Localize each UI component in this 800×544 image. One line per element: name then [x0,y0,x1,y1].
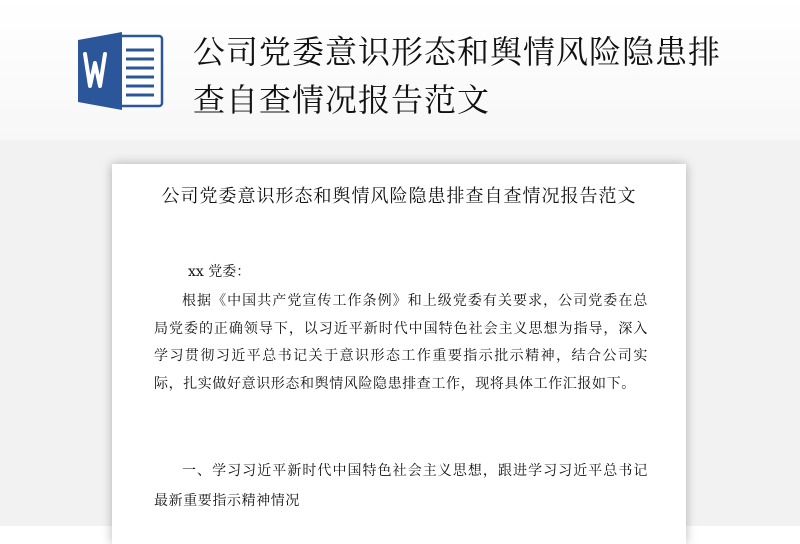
word-icon [76,30,166,112]
document-page [112,164,686,544]
document-paragraph: 根据《中国共产党宣传工作条例》和上级党委有关要求，公司党委在总局党委的正确领导下，以习近平新时代中国特色社会主义思想为指导，深入学习贯彻习近平总书记关于意识形态工作重要指示批示精神，结合公司实际，扎实做好意识形态和舆情风险隐患排查工作，现将具体工作汇报如下。 [154,293,648,392]
document-salutation: xx 党委： [188,264,251,280]
page-title: 公司党委意识形态和舆情风险隐患排查自查情况报告范文 [193,33,722,119]
document-title: 公司党委意识形态和舆情风险隐患排查自查情况报告范文 [161,186,637,207]
document-section-heading: 一、学习习近平新时代中国特色社会主义思想，跟进学习习近平总书记最新重要指示精神情况 [154,463,648,509]
header-banner [0,0,800,140]
